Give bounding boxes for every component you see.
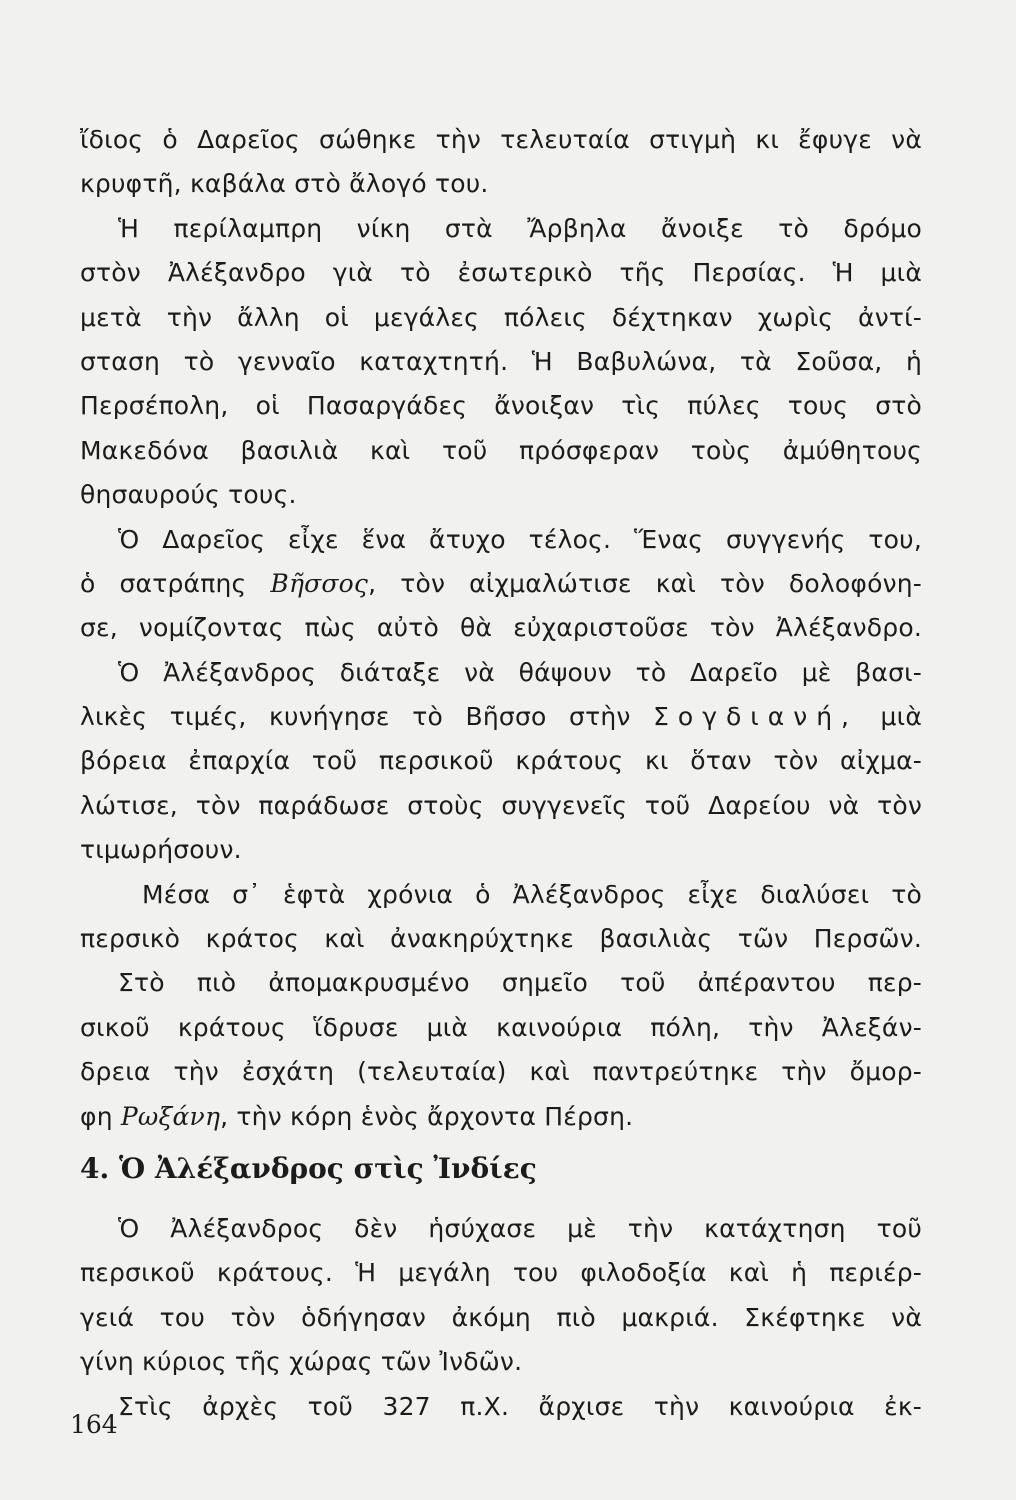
text-line	[80, 1095, 922, 1139]
text-line: Ὁ Δαρεῖος εἶχε ἕνα ἄτυχο τέλος. Ἕνας συγγενής του,	[118, 524, 922, 554]
text-line: Ὁ Ἀλέξανδρος δὲν ἡσύχασε μὲ τὴν κατάχτηση τοῦ	[118, 1213, 922, 1243]
text-fragment: , τὸν αἰχμαλώτισε καὶ τὸν δολοφόνη-	[368, 568, 923, 598]
text-fragment: φη	[80, 1101, 121, 1131]
text-fragment: λικὲς τιμές, κυνήγησε τὸ Βῆσσο στὴν	[80, 702, 654, 732]
text-line	[80, 695, 922, 739]
text-line: γειά του τὸν ὁδήγησαν ἀκόμη πιὸ μακριά. Σκέφτηκε νὰ	[80, 1302, 922, 1332]
text-line: σικοῦ κράτους ἵδρυσε μιὰ καινούρια πόλη, τὴν Ἀλεξάν-	[80, 1012, 922, 1042]
text-line: Ἡ περίλαμπρη νίκη στὰ Ἄρβηλα ἄνοιξε τὸ δρόμο	[118, 213, 922, 243]
text-line	[80, 562, 922, 606]
text-fragment: ὁ σατράπης	[80, 568, 271, 598]
body-text	[80, 118, 922, 1429]
text-line: Μακεδόνα βασιλιὰ καὶ τοῦ πρόσφεραν τοὺς ἀμύθητους	[80, 435, 922, 465]
text-line: σταση τὸ γενναῖο καταχτητή. Ἡ Βαβυλώνα, τὰ Σοῦσα, ἡ	[80, 346, 922, 376]
text-line: μετὰ τὴν ἄλλη οἱ μεγάλες πόλεις δέχτηκαν χωρὶς ἀντί-	[80, 302, 922, 332]
name-bessos: Βῆσσος	[270, 568, 369, 598]
text-line: Στὸ πιὸ ἀπομακρυσμένο σημεῖο τοῦ ἀπέραντου περ-	[118, 968, 922, 998]
text-line: περσικὸ κράτος καὶ ἀνακηρύχτηκε βασιλιὰς τῶν Περσῶν.	[80, 924, 922, 954]
name-roxane: Ρωξάνη	[120, 1101, 221, 1131]
text-line: στὸν Ἀλέξανδρο γιὰ τὸ ἐσωτερικὸ τῆς Περσίας. Ἡ μιὰ	[80, 258, 922, 288]
page-number: 164	[70, 1410, 118, 1439]
text-line: ἴδιος ὁ Δαρεῖος σώθηκε τὴν τελευταία στιγμὴ κι ἔφυγε νὰ	[80, 125, 922, 154]
text-line: σε, νομίζοντας πὼς αὐτὸ θὰ εὐχαριστοῦσε τὸν Ἀλέξανδρο.	[80, 613, 922, 643]
place-sogdiane: Σογδιανή,	[653, 702, 858, 732]
text-fragment: , τὴν κόρη ἑνὸς ἄρχοντα Πέρση.	[220, 1101, 634, 1131]
text-line: θησαυρούς τους.	[80, 480, 297, 510]
text-line: Ὁ Ἀλέξανδρος διάταξε νὰ θάψουν τὸ Δαρεῖο μὲ βασι-	[118, 657, 922, 687]
section-heading: 4. Ὁ Ἀλέξανδρος στὶς Ἰνδίες	[80, 1151, 537, 1185]
text-line: κρυφτῆ, καβάλα στὸ ἄλογό του.	[80, 169, 489, 199]
text-line: δρεια τὴν ἐσχάτη (τελευταία) καὶ παντρεύτηκε τὴν ὄμορ-	[80, 1057, 922, 1087]
text-line: τιμωρήσουν.	[80, 835, 242, 865]
text-line: Μέσα σ᾿ ἑφτὰ χρόνια ὁ Ἀλέξανδρος εἶχε διαλύσει τὸ	[142, 879, 922, 909]
text-line: Στὶς ἀρχὲς τοῦ 327 π.Χ. ἄρχισε τὴν καινούρια ἐκ-	[118, 1391, 922, 1421]
text-line: περσικοῦ κράτους. Ἡ μεγάλη του φιλοδοξία καὶ ἡ περιέρ-	[80, 1258, 922, 1288]
text-line: Περσέπολη, οἱ Πασαργάδες ἄνοιξαν τὶς πύλες τους στὸ	[80, 391, 922, 421]
text-line: βόρεια ἐπαρχία τοῦ περσικοῦ κράτους κι ὅταν τὸν αἰχμα-	[80, 746, 922, 776]
text-line: γίνη κύριος τῆς χώρας τῶν Ἰνδῶν.	[80, 1347, 523, 1377]
text-line: λώτισε, τὸν παράδωσε στοὺς συγγενεῖς τοῦ Δαρείου νὰ τὸν	[80, 790, 922, 820]
text-fragment: μιὰ	[858, 702, 922, 732]
